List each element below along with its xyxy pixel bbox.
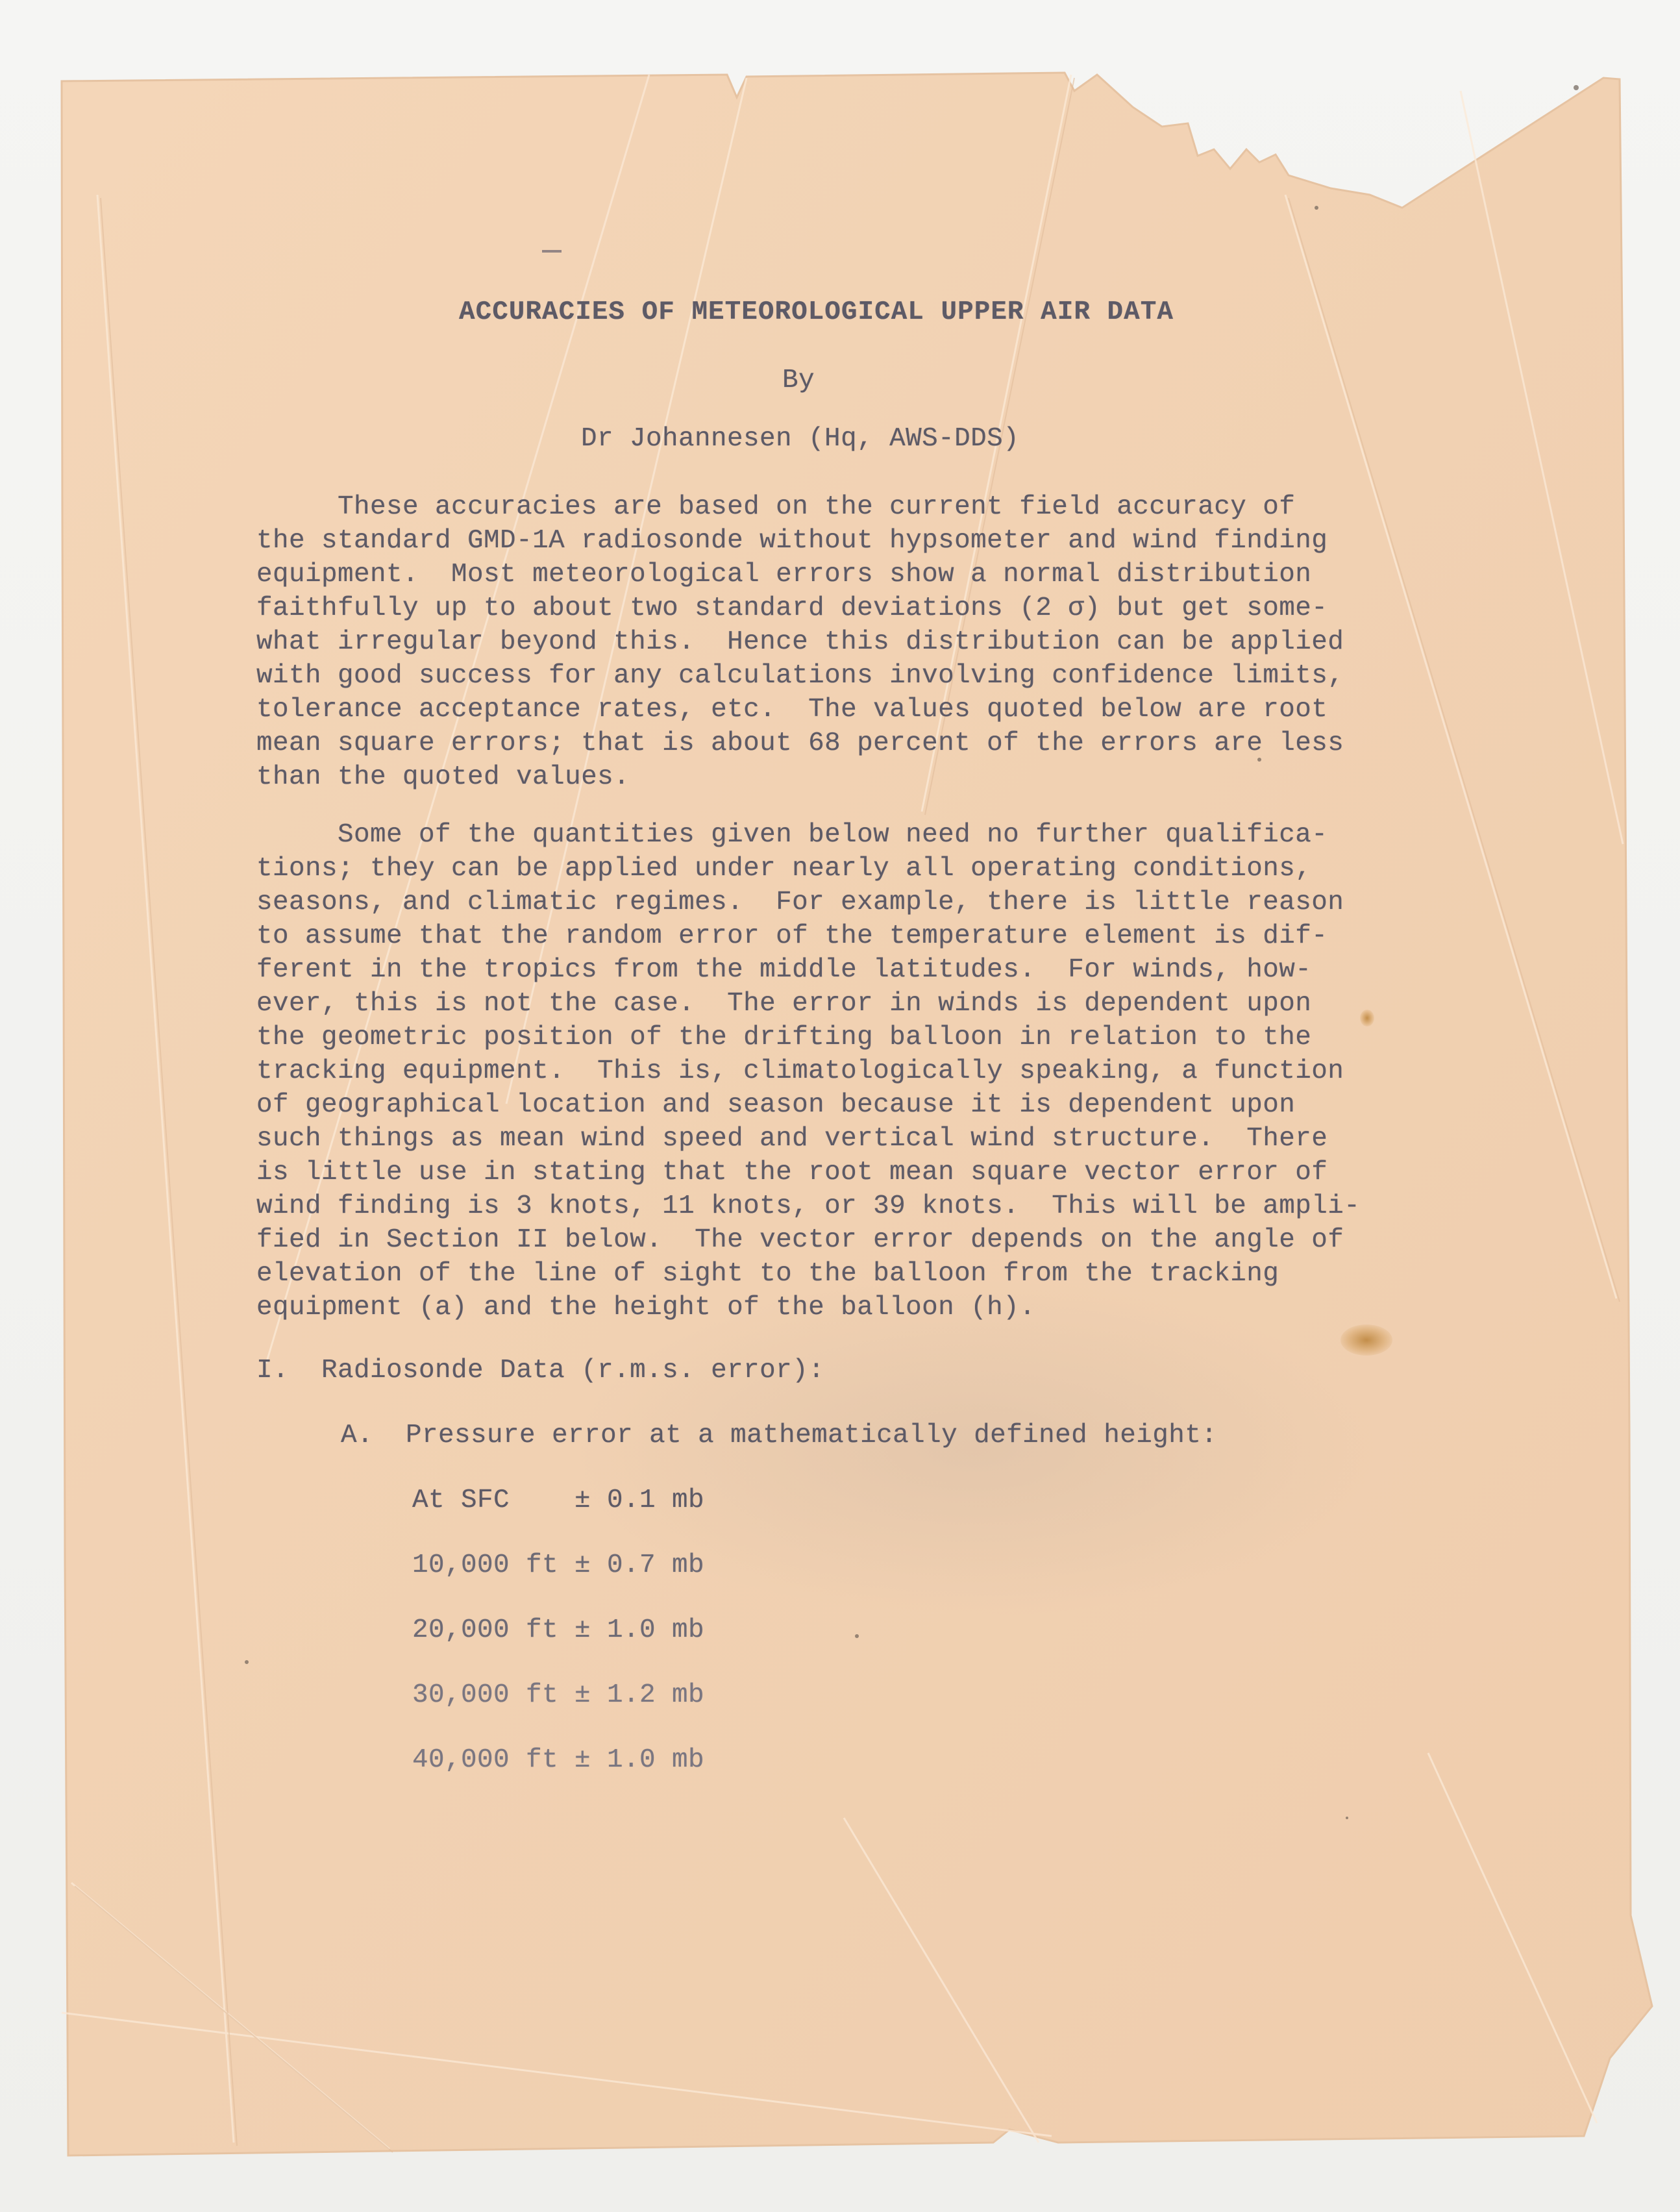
paragraph-line: ever, this is not the case. The error in winds is dependent upon xyxy=(256,989,1312,1019)
paragraph-line: elevation of the line of sight to the balloon from the tracking xyxy=(256,1259,1279,1289)
paragraph-line: mean square errors; that is about 68 percent of the errors are less xyxy=(256,728,1344,758)
typed-dash xyxy=(542,250,562,253)
paragraph-line: fied in Section II below. The vector error depends on the angle of xyxy=(256,1225,1344,1255)
paragraph-line: is little use in stating that the root mean square vector error of xyxy=(256,1158,1328,1187)
subsection-heading: A. Pressure error at a mathematically defined height: xyxy=(341,1421,1218,1450)
pressure-height: 40,000 ft xyxy=(412,1745,559,1775)
paragraph-line: seasons, and climatic regimes. For example, there is little reason xyxy=(256,888,1344,917)
document-sheet xyxy=(62,71,1649,2165)
pressure-error: ± 1.2 mb xyxy=(574,1680,705,1710)
paragraph-line: the standard GMD-1A radiosonde without hypsometer and wind finding xyxy=(256,526,1328,556)
paragraph-line: what irregular beyond this. Hence this distribution can be applied xyxy=(256,627,1344,657)
pressure-height: 20,000 ft xyxy=(412,1615,559,1645)
pressure-error: ± 0.7 mb xyxy=(574,1550,705,1580)
paragraph-line: equipment (a) and the height of the balloon (h). xyxy=(256,1293,1036,1323)
paragraph-line: faithfully up to about two standard deviations (2 σ) but get some- xyxy=(256,593,1328,623)
paragraph-line: tracking equipment. This is, climatologically speaking, a function xyxy=(256,1056,1344,1086)
paragraph-line: with good success for any calculations involving confidence limits, xyxy=(256,661,1344,691)
paragraph-line: to assume that the random error of the temperature element is dif- xyxy=(256,921,1328,951)
paragraph-line: These accuracies are based on the current field accuracy of xyxy=(256,492,1296,522)
pressure-error: ± 0.1 mb xyxy=(574,1485,705,1515)
paragraph-line: such things as mean wind speed and vertical wind structure. There xyxy=(256,1124,1328,1154)
pressure-error: ± 1.0 mb xyxy=(574,1615,705,1645)
paragraph-line: wind finding is 3 knots, 11 knots, or 39 knots. This will be ampli- xyxy=(256,1191,1361,1221)
paragraph-line: than the quoted values. xyxy=(256,762,630,792)
byline-by: By xyxy=(782,366,815,395)
document-title: ACCURACIES OF METEOROLOGICAL UPPER AIR DATA xyxy=(459,297,1174,327)
section-heading: I. Radiosonde Data (r.m.s. error): xyxy=(256,1356,825,1386)
pressure-height: 10,000 ft xyxy=(412,1550,559,1580)
paragraph-line: the geometric position of the drifting balloon in relation to the xyxy=(256,1023,1312,1052)
paragraph-line: tions; they can be applied under nearly all operating conditions, xyxy=(256,854,1312,884)
pressure-error: ± 1.0 mb xyxy=(574,1745,705,1775)
paragraph-line: Some of the quantities given below need no further qualifica- xyxy=(256,820,1328,850)
paragraph-line: of geographical location and season because it is dependent upon xyxy=(256,1090,1296,1120)
paragraph-line: equipment. Most meteorological errors show a normal distribution xyxy=(256,560,1312,590)
paragraph-line: tolerance acceptance rates, etc. The values quoted below are root xyxy=(256,695,1328,725)
pressure-height: 30,000 ft xyxy=(412,1680,559,1710)
author-line: Dr Johannesen (Hq, AWS-DDS) xyxy=(581,424,1020,454)
pressure-height: At SFC xyxy=(412,1485,543,1515)
paragraph-line: ferent in the tropics from the middle latitudes. For winds, how- xyxy=(256,955,1312,985)
